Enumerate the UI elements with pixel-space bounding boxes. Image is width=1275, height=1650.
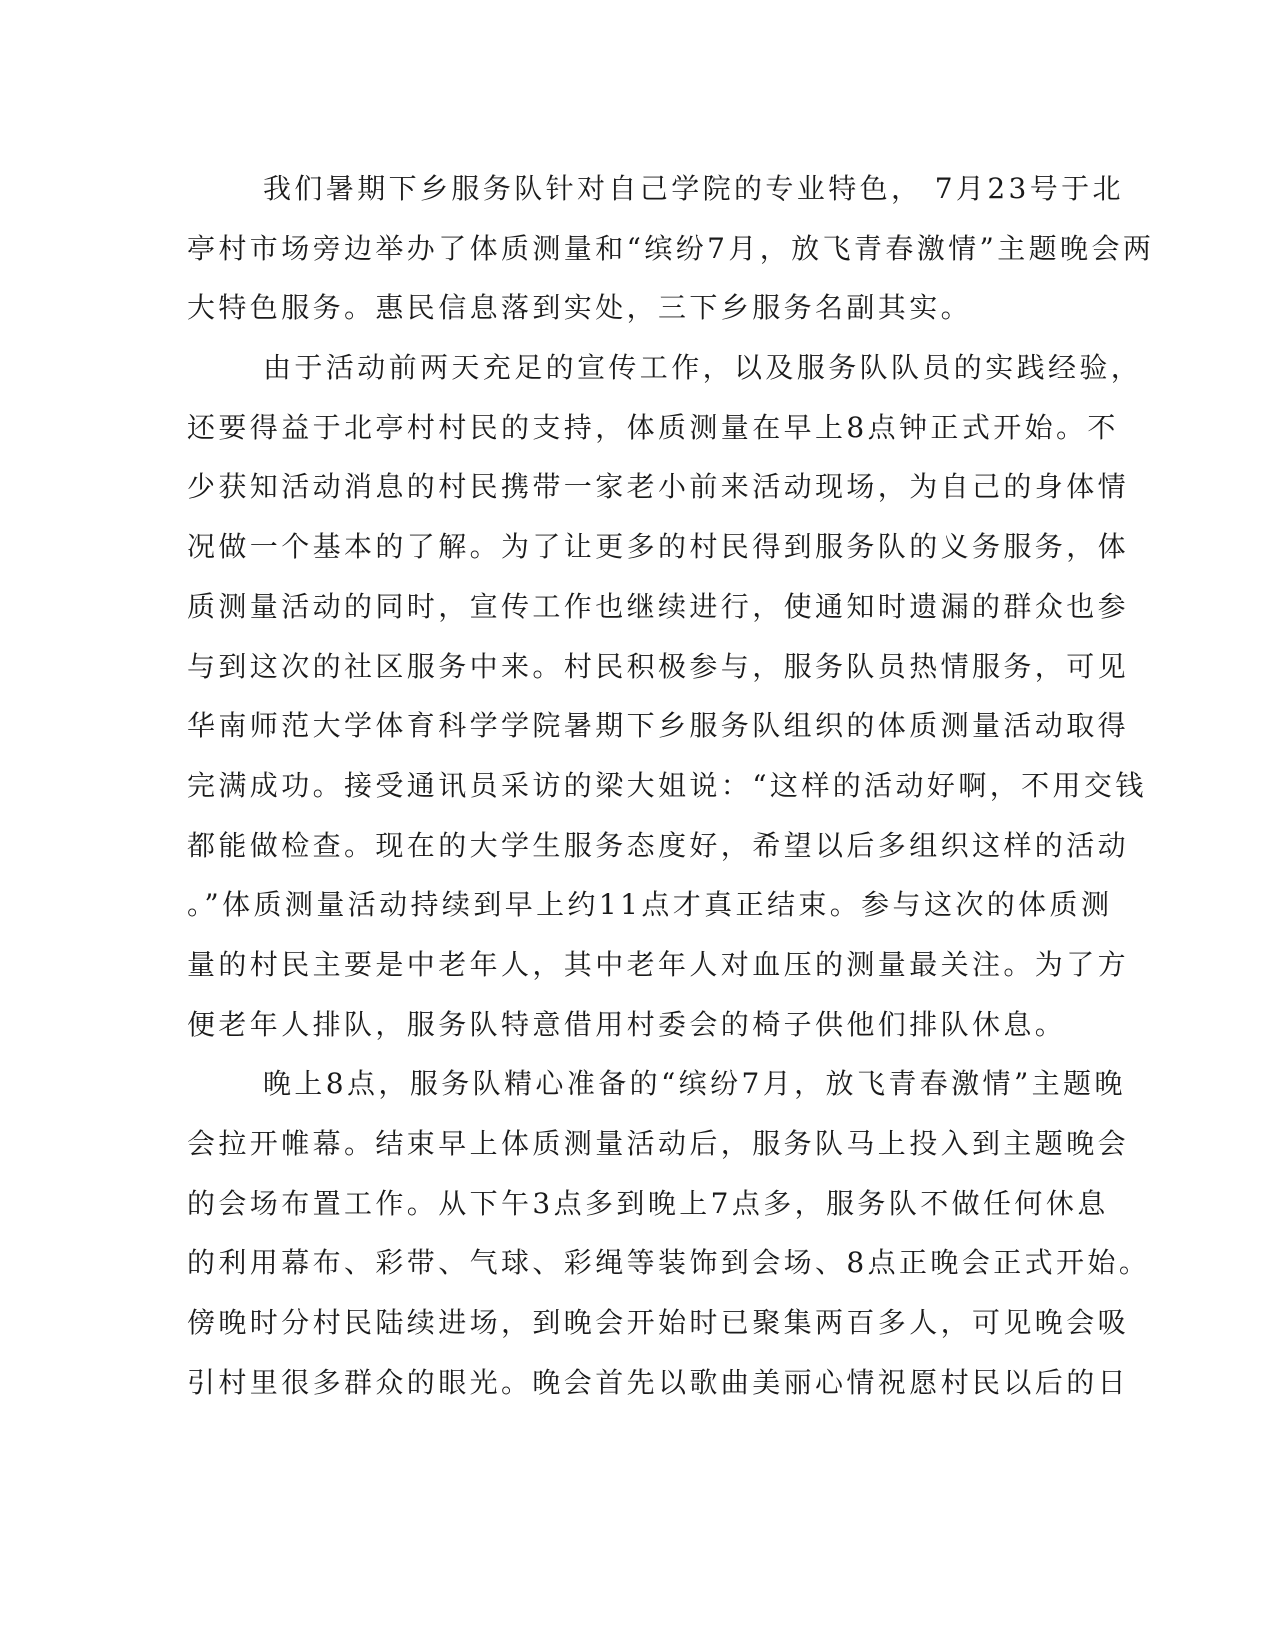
text-line: 晚上8点，服务队精心准备的“缤纷7月，放飞青春激情”主题晚 (263, 1067, 1126, 1101)
text-line: 我们暑期下乡服务队针对自己学院的专业特色， 7月23号于北 (263, 172, 1124, 205)
text-line: 由于活动前两天充足的宣传工作，以及服务队队员的实践经验， (263, 351, 1143, 385)
text-line: 。”体质测量活动持续到早上约11点才真正结束。参与这次的体质测 (187, 888, 1113, 922)
text-line: 亭村市场旁边举办了体质测量和“缤纷7月，放飞青春激情”主题晚会两 (187, 231, 1155, 265)
paragraph-2 (187, 338, 1147, 1054)
text-line: 会拉开帷幕。结束早上体质测量活动后，服务队马上投入到主题晚会 (187, 1127, 1130, 1160)
text-line: 便老年人排队，服务队特意借用村委会的椅子供他们排队休息。 (187, 1007, 1067, 1041)
text-line: 况做一个基本的了解。为了让更多的村民得到服务队的义务服务，体 (187, 530, 1130, 564)
body-text (187, 159, 1155, 1412)
text-line: 与到这次的社区服务中来。村民积极参与，服务队员热情服务，可见 (187, 649, 1130, 683)
paragraph-1 (187, 159, 1155, 338)
text-line: 引村里很多群众的眼光。晚会首先以歌曲美丽心情祝愿村民以后的日 (187, 1365, 1130, 1399)
text-line: 质测量活动的同时，宣传工作也继续进行，使通知时遗漏的群众也参 (187, 589, 1130, 623)
text-line: 的会场布置工作。从下午3点多到晚上7点多，服务队不做任何休息 (187, 1186, 1109, 1220)
text-line: 华南师范大学体育科学学院暑期下乡服务队组织的体质测量活动取得 (187, 709, 1130, 743)
text-line: 完满成功。接受通讯员采访的梁大姐说：“这样的活动好啊，不用交钱 (187, 768, 1147, 802)
text-line: 少获知活动消息的村民携带一家老小前来活动现场，为自己的身体情 (187, 470, 1130, 504)
text-line: 傍晚时分村民陆续进场，到晚会开始时已聚集两百多人，可见晚会吸 (187, 1306, 1130, 1340)
text-line: 都能做检查。现在的大学生服务态度好，希望以后多组织这样的活动 (187, 828, 1130, 862)
text-line: 的利用幕布、彩带、气球、彩绳等装饰到会场、8点正晚会正式开始。 (187, 1246, 1151, 1280)
text-line: 量的村民主要是中老年人，其中老年人对血压的测量最关注。为了方 (187, 947, 1130, 981)
text-line: 大特色服务。惠民信息落到实处，三下乡服务名副其实。 (187, 291, 973, 325)
text-line: 还要得益于北亭村村民的支持，体质测量在早上8点钟正式开始。不 (187, 410, 1119, 444)
paragraph-3 (187, 1054, 1151, 1412)
